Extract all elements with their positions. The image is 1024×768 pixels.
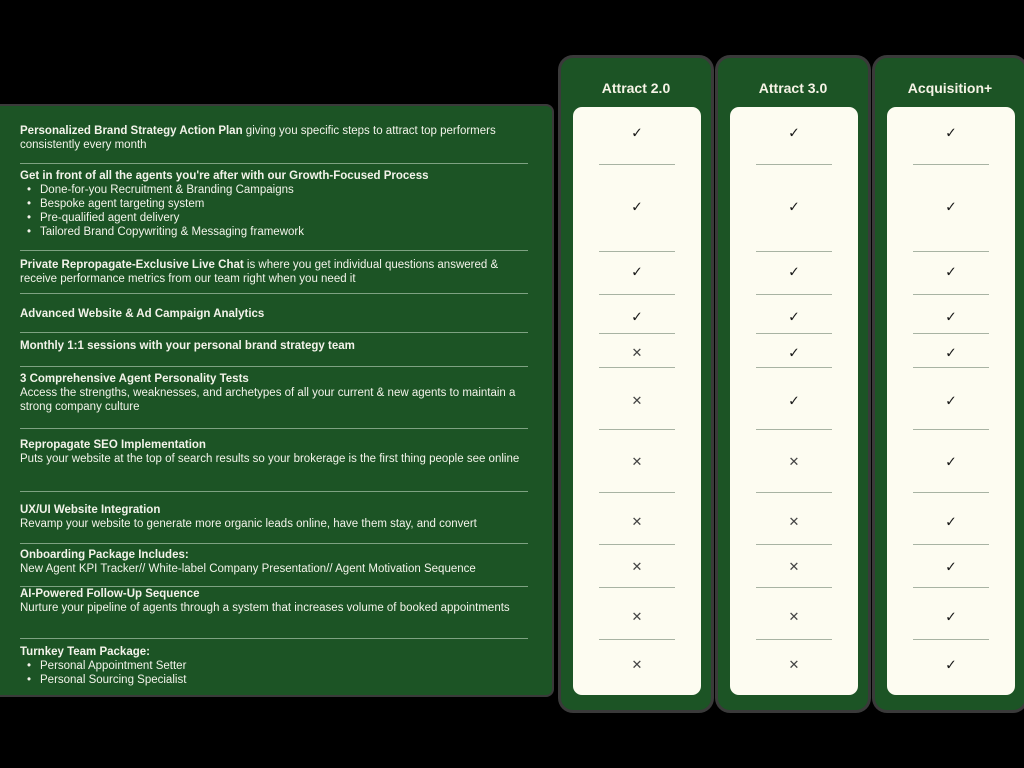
feature-row [20,339,528,353]
feature-desc: Access the strengths, weaknesses, and archetypes of all your current & new agents to maintain a strong company culture [20,387,516,413]
row-divider [599,544,675,545]
row-divider [756,429,832,430]
feature-title: Monthly 1:1 sessions with your personal brand strategy team [20,340,355,352]
feature-row [20,503,528,531]
row-divider [756,333,832,334]
plan-card [887,107,1015,695]
bullet-item: • Pre-qualified agent delivery [40,211,528,225]
feature-title: Repropagate SEO Implementation [20,439,206,451]
check-icon: ✓ [788,392,800,409]
row-divider [599,587,675,588]
feature-title: Private Repropagate-Exclusive Live Chat [20,259,244,271]
plan-card [730,107,858,695]
plan-column-attract-2 [561,58,711,710]
bullet-item: • Personal Sourcing Specialist [40,673,528,687]
row-divider [756,294,832,295]
row-divider [20,491,528,492]
check-icon: ✓ [945,453,957,470]
row-divider [20,163,528,164]
row-divider [756,639,832,640]
feature-row [20,548,528,576]
x-icon: ✕ [631,454,643,469]
feature-bullets [20,659,528,687]
plan-card [573,107,701,695]
row-divider [913,587,989,588]
feature-title: Onboarding Package Includes: [20,549,189,561]
check-icon: ✓ [788,198,800,215]
check-icon: ✓ [945,344,957,361]
check-icon: ✓ [945,558,957,575]
feature-desc: New Agent KPI Tracker// White-label Company Presentation// Agent Motivation Sequence [20,563,476,575]
row-divider [756,544,832,545]
row-divider [599,639,675,640]
row-divider [913,639,989,640]
row-divider [599,429,675,430]
check-icon: ✓ [631,198,643,215]
check-icon: ✓ [945,263,957,280]
bullet-item: • Personal Appointment Setter [40,659,528,673]
row-divider [756,587,832,588]
check-icon: ✓ [788,308,800,325]
row-divider [756,164,832,165]
feature-row [20,438,528,466]
feature-title: Personalized Brand Strategy Action Plan [20,125,243,137]
row-divider [20,638,528,639]
check-icon: ✓ [945,198,957,215]
row-divider [756,251,832,252]
row-divider [20,250,528,251]
row-divider [20,332,528,333]
plan-title: Attract 2.0 [601,80,671,96]
feature-title: Get in front of all the agents you're after with our Growth-Focused Process [20,170,429,182]
x-icon: ✕ [788,559,800,574]
check-icon: ✓ [631,124,643,141]
x-icon: ✕ [788,454,800,469]
features-panel [0,106,552,695]
check-icon: ✓ [945,608,957,625]
check-icon: ✓ [788,124,800,141]
row-divider [20,366,528,367]
feature-row [20,124,528,152]
row-divider [20,428,528,429]
check-icon: ✓ [945,308,957,325]
row-divider [20,293,528,294]
row-divider [913,367,989,368]
x-icon: ✕ [631,559,643,574]
feature-row [20,372,528,414]
feature-row [20,169,528,239]
feature-row [20,645,528,687]
x-icon: ✕ [631,514,643,529]
feature-row [20,587,528,615]
row-divider [756,492,832,493]
bullet-item: • Tailored Brand Copywriting & Messaging framework [40,225,528,239]
plan-title: Acquisition+ [907,80,993,96]
row-divider [913,429,989,430]
row-divider [599,164,675,165]
row-divider [913,492,989,493]
plan-column-attract-3 [718,58,868,710]
row-divider [913,294,989,295]
check-icon: ✓ [631,308,643,325]
feature-title: AI-Powered Follow-Up Sequence [20,588,200,600]
row-divider [913,251,989,252]
check-icon: ✓ [945,124,957,141]
row-divider [913,333,989,334]
x-icon: ✕ [631,393,643,408]
x-icon: ✕ [631,609,643,624]
row-divider [20,543,528,544]
feature-desc: Revamp your website to generate more organic leads online, have them stay, and convert [20,518,477,530]
check-icon: ✓ [788,263,800,280]
x-icon: ✕ [631,657,643,672]
bullet-item: • Bespoke agent targeting system [40,197,528,211]
feature-title: 3 Comprehensive Agent Personality Tests [20,373,249,385]
check-icon: ✓ [945,513,957,530]
feature-desc: Nurture your pipeline of agents through a system that increases volume of booked appointments [20,602,510,614]
x-icon: ✕ [788,609,800,624]
feature-title: Turnkey Team Package: [20,646,150,658]
row-divider [913,544,989,545]
bullet-item: • Done-for-you Recruitment & Branding Campaigns [40,183,528,197]
x-icon: ✕ [788,657,800,672]
check-icon: ✓ [788,344,800,361]
row-divider [599,492,675,493]
check-icon: ✓ [631,263,643,280]
feature-bullets [20,183,528,239]
check-icon: ✓ [945,656,957,673]
feature-desc: giving you specific steps to attract top performers consistently every month [20,125,496,151]
feature-row [20,258,528,286]
feature-desc: is where you get individual questions answered & receive performance metrics from our team right when you need it [20,259,499,285]
row-divider [756,367,832,368]
feature-title: UX/UI Website Integration [20,504,161,516]
row-divider [599,333,675,334]
row-divider [913,164,989,165]
feature-row [20,307,528,321]
plan-column-acquisition-plus [875,58,1024,710]
row-divider [599,367,675,368]
x-icon: ✕ [788,514,800,529]
row-divider [599,294,675,295]
check-icon: ✓ [945,392,957,409]
feature-title: Advanced Website & Ad Campaign Analytics [20,308,265,320]
feature-desc: Puts your website at the top of search results so your brokerage is the first thing people see online [20,453,520,465]
x-icon: ✕ [631,345,643,360]
row-divider [599,251,675,252]
plan-title: Attract 3.0 [758,80,828,96]
